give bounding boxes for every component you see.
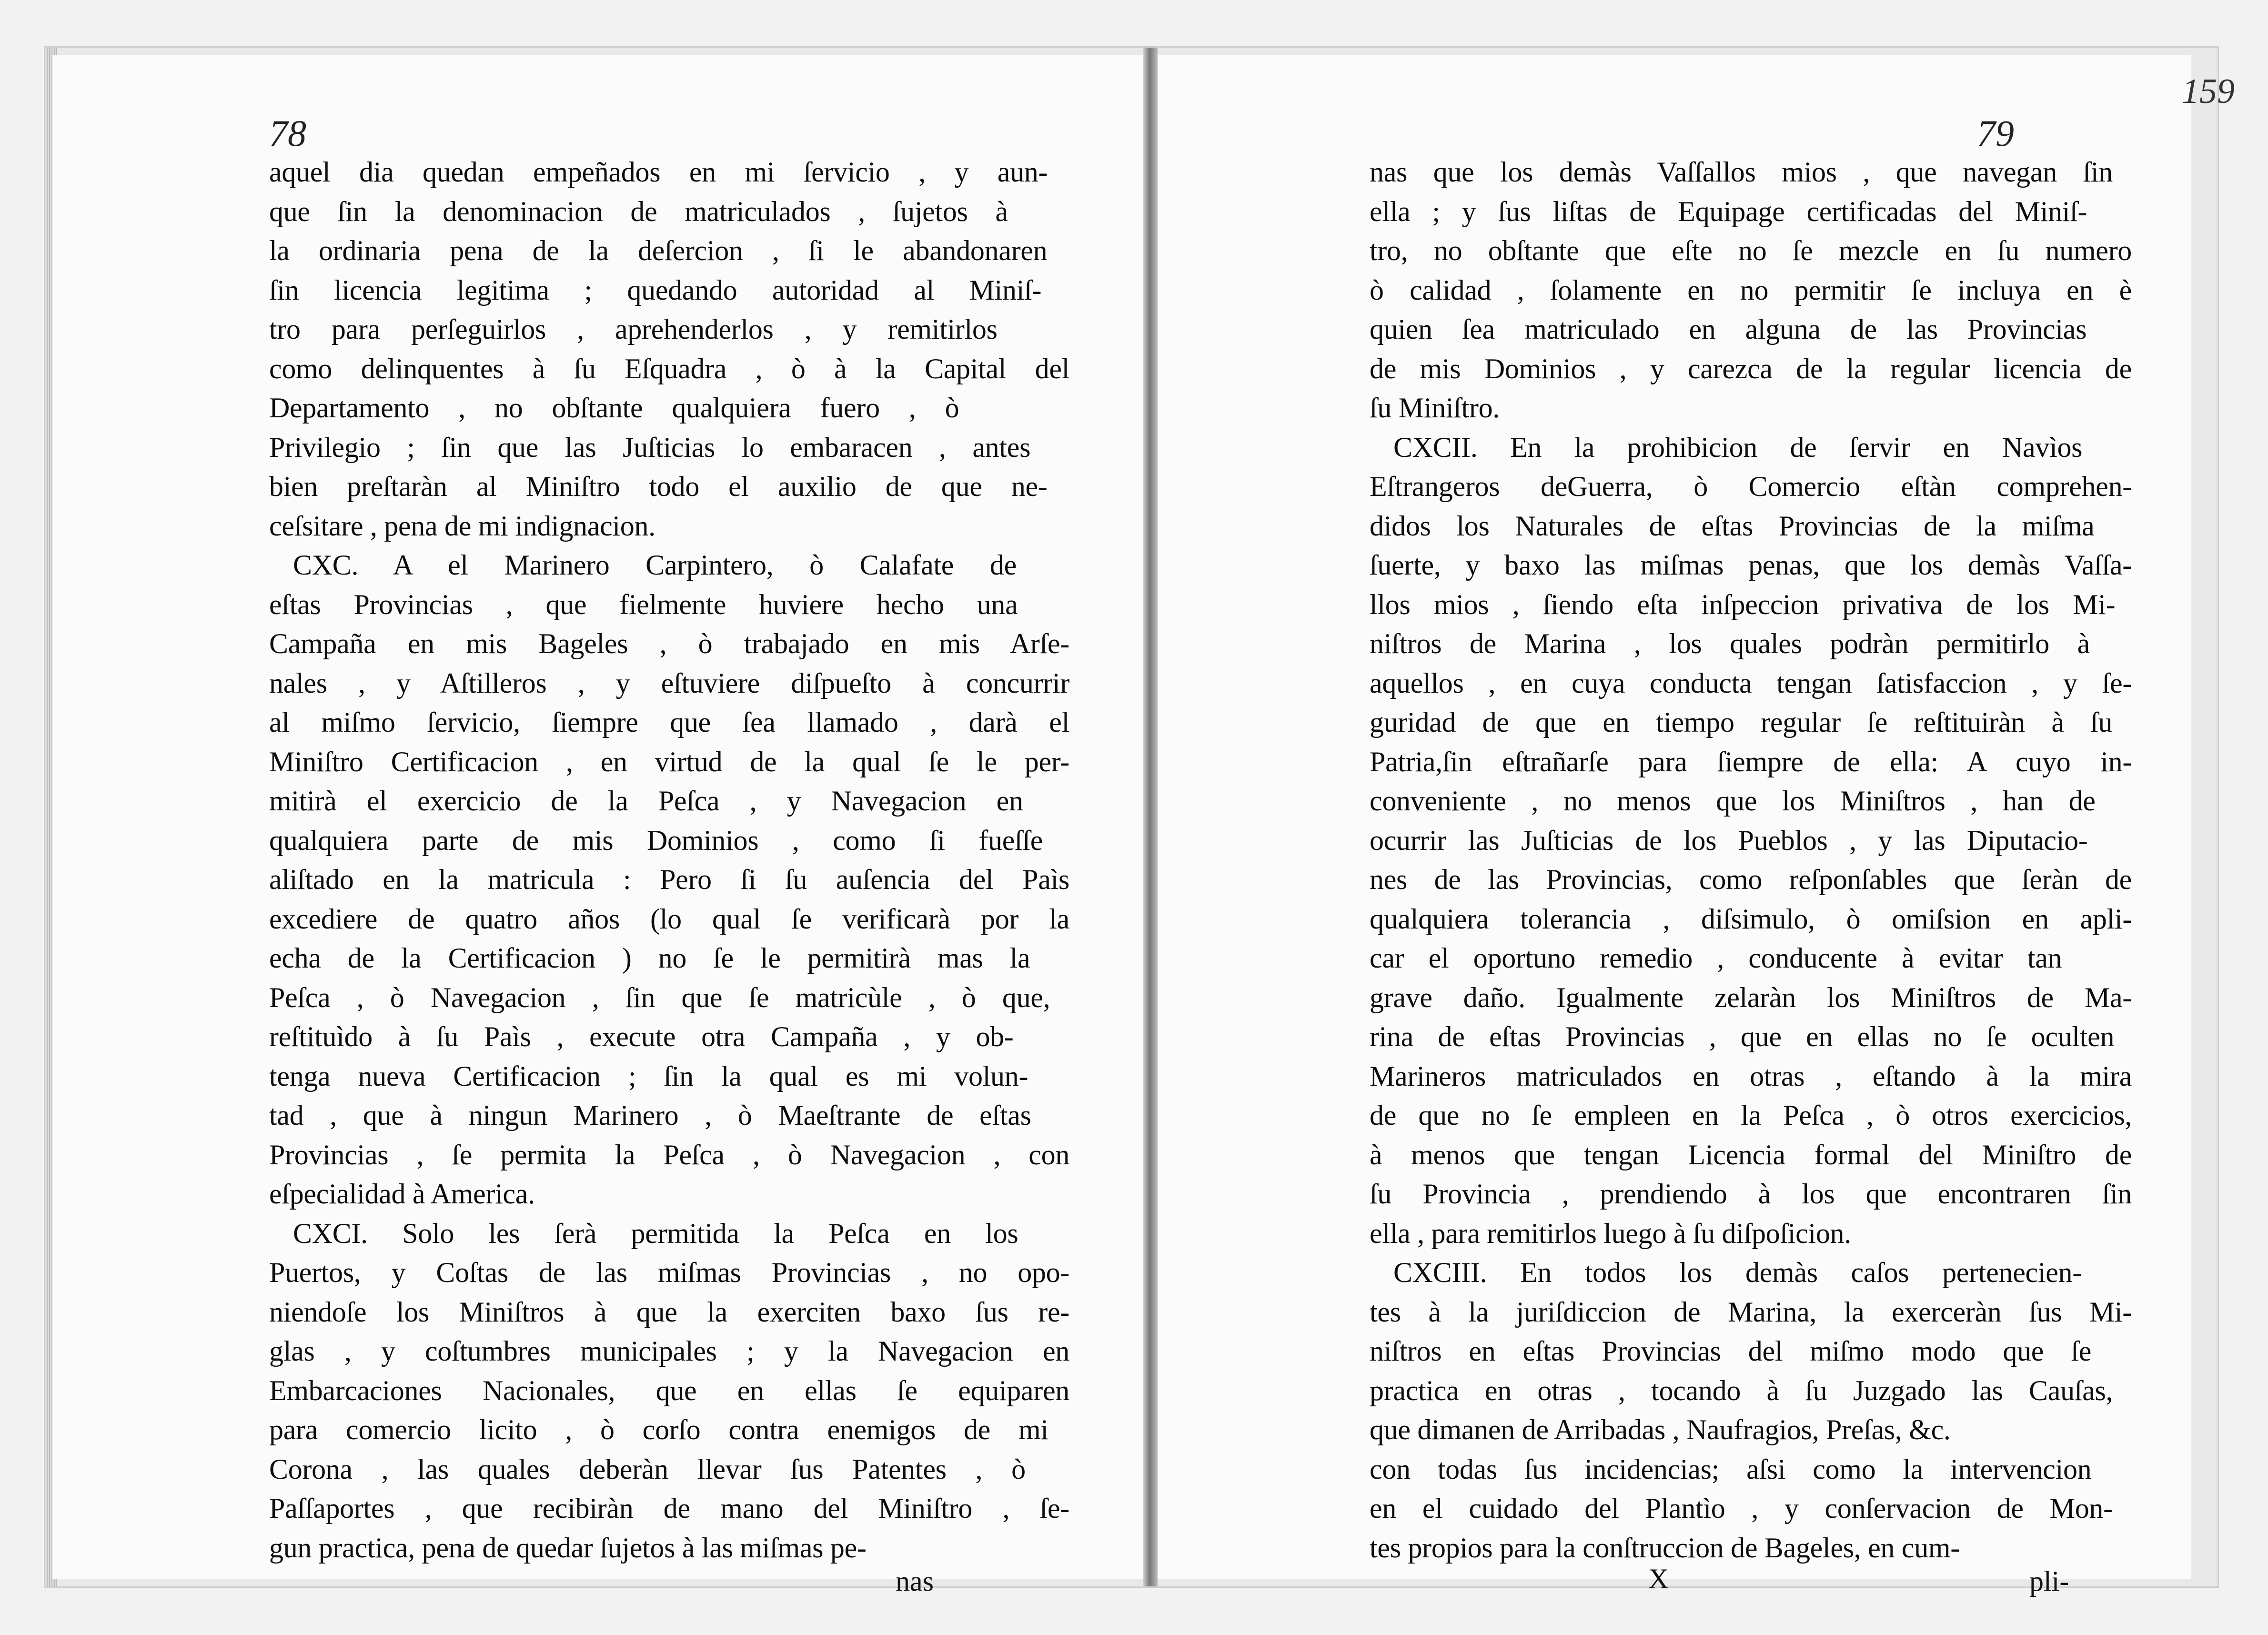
text-line: tro, no obſtante que eſte no ſe mezcle en ſu numero — [1370, 235, 2132, 266]
text-line: niſtros en eſtas Provincias del miſmo modo que ſe — [1370, 1335, 2092, 1367]
text-line: qualquiera tolerancia , diſsimulo, ò omiſsion en apli- — [1370, 903, 2132, 935]
left-page — [52, 55, 1148, 1597]
text-line: ella ; y ſus liſtas de Equipage certificadas del Miniſ- — [1370, 195, 2087, 227]
text-line: gun practica, pena de quedar ſujetos à las miſmas pe- — [269, 1532, 867, 1564]
text-line: niſtros de Marina , los quales podràn permitirlo à — [1370, 628, 2090, 659]
right-catchword: pli- — [2029, 1565, 2069, 1597]
right-page — [1158, 55, 2191, 1597]
text-line: bien preſtaràn al Miniſtro todo el auxilio de que ne- — [269, 471, 1048, 502]
text-line: à menos que tengan Licencia formal del Miniſtro de — [1370, 1139, 2132, 1171]
text-line: de mis Dominios , y carezca de la regular licencia de — [1370, 353, 2132, 384]
text-line: que dimanen de Arribadas , Naufragios, Preſas, &c. — [1370, 1414, 1951, 1445]
text-line: mitirà el exercicio de la Peſca , y Navegacion en — [269, 785, 1023, 817]
text-line: Provincias , ſe permita la Peſca , ò Navegacion , con — [269, 1139, 1070, 1171]
text-line: CXCII. En la prohibicion de ſervir en Navìos — [1393, 431, 2083, 463]
text-line: aquellos , en cuya conducta tengan ſatisfaccion , y ſe- — [1370, 667, 2132, 699]
text-line: con todas ſus incidencias; aſsi como la intervencion — [1370, 1453, 2092, 1485]
text-line: grave daño. Igualmente zelaràn los Miniſtros de Ma- — [1370, 981, 2132, 1013]
text-line: niendoſe los Miniſtros à que la exerciten baxo ſus re- — [269, 1296, 1069, 1328]
text-line: Corona , las quales deberàn llevar ſus Patentes , ò — [269, 1453, 1026, 1485]
folio-number: 159 — [2182, 72, 2235, 111]
right-page-number: 79 — [1977, 112, 2014, 154]
text-line: glas , y coſtumbres municipales ; y la Navegacion en — [269, 1335, 1069, 1367]
text-line: ceſsitare , pena de mi indignacion. — [269, 510, 655, 542]
left-catchword: nas — [896, 1565, 934, 1597]
text-line: Puertos, y Coſtas de las miſmas Provincias , no opo- — [269, 1257, 1070, 1288]
text-line: ocurrir las Juſticias de los Pueblos , y las Diputacio- — [1370, 824, 2088, 856]
text-line: Miniſtro Certificacion , en virtud de la qual ſe le per- — [269, 746, 1069, 777]
text-line: Patria,ſin eſtrañarſe para ſiempre de ella: A cuyo in- — [1370, 746, 2132, 777]
text-line: Privilegio ; ſin que las Juſticias lo embaracen , antes — [269, 431, 1031, 463]
text-line: Embarcaciones Nacionales, que en ellas ſe equiparen — [269, 1374, 1069, 1406]
text-line: CXCIII. En todos los demàs caſos pertenecien- — [1393, 1257, 2082, 1288]
text-line: Departamento , no obſtante qualquiera fuero , ò — [269, 392, 959, 424]
text-line: ſin licencia legitima ; quedando autoridad al Miniſ- — [269, 274, 1042, 306]
text-line: la ordinaria pena de la deſercion , ſi le abandonaren — [269, 235, 1048, 266]
text-line: ſu Miniſtro. — [1370, 392, 1500, 424]
text-line: como delinquentes à ſu Eſquadra , ò à la Capital del — [269, 353, 1070, 384]
text-line: ſuerte, y baxo las miſmas penas, que los demàs Vaſſa- — [1370, 549, 2132, 581]
text-line: car el oportuno remedio , conducente à evitar tan — [1370, 942, 2062, 974]
text-line: qualquiera parte de mis Dominios , como ſi fueſſe — [269, 824, 1043, 856]
text-line: que ſin la denominacion de matriculados , ſujetos à — [269, 195, 1008, 227]
text-line: reſtituìdo à ſu Paìs , execute otra Campaña , y ob- — [269, 1021, 1014, 1052]
text-line: Campaña en mis Bageles , ò trabajado en mis Arſe- — [269, 628, 1069, 659]
text-line: ſu Provincia , prendiendo à los que encontraren ſin — [1370, 1178, 2132, 1210]
text-line: echa de la Certificacion ) no ſe le permitirà mas la — [269, 942, 1030, 974]
text-line: aquel dia quedan empeñados en mi ſervicio , y aun- — [269, 156, 1048, 188]
text-line: ella , para remitirlos luego à ſu diſpoſicion. — [1370, 1217, 1851, 1249]
text-line: para comercio licito , ò corſo contra enemigos de mi — [269, 1414, 1048, 1445]
text-line: conveniente , no menos que los Miniſtros , han de — [1370, 785, 2096, 817]
text-line: llos mios , ſiendo eſta inſpeccion privativa de los Mi- — [1370, 588, 2116, 620]
text-line: nales , y Aſtilleros , y eſtuviere diſpueſto à concurrir — [269, 667, 1069, 699]
text-line: excediere de quatro años (lo qual ſe verificarà por la — [269, 903, 1069, 935]
text-line: tad , que à ningun Marinero , ò Maeſtrante de eſtas — [269, 1100, 1031, 1131]
text-line: Marineros matriculados en otras , eſtando à la mira — [1370, 1060, 2132, 1092]
text-line: Peſca , ò Navegacion , ſin que ſe matricùle , ò que, — [269, 981, 1050, 1013]
text-line: rina de eſtas Provincias , que en ellas no ſe oculten — [1370, 1021, 2115, 1052]
text-line: practica en otras , tocando à ſu Juzgado las Cauſas, — [1370, 1374, 2113, 1406]
text-line: al miſmo ſervicio, ſiempre que ſea llamado , darà el — [269, 706, 1069, 738]
text-line: nas que los demàs Vaſſallos mios , que navegan ſin — [1370, 156, 2113, 188]
text-line: guridad de que en tiempo regular ſe reſtituiràn à ſu — [1370, 706, 2113, 738]
text-line: eſpecialidad à America. — [269, 1178, 535, 1210]
right-page-text — [1370, 152, 2132, 1567]
text-line: eſtas Provincias , que fielmente huviere hecho una — [269, 588, 1018, 620]
text-line: CXC. A el Marinero Carpintero, ò Calafate de — [293, 549, 1017, 581]
text-line: aliſtado en la matricula : Pero ſi ſu auſencia del Paìs — [269, 864, 1069, 895]
text-line: nes de las Provincias, como reſponſables que ſeràn de — [1370, 864, 2132, 895]
text-line: ò calidad , ſolamente en no permitir ſe incluya en è — [1370, 274, 2132, 306]
left-page-number: 78 — [269, 112, 306, 154]
text-line: tes propios para la conſtruccion de Bageles, en cum- — [1370, 1532, 1960, 1564]
left-page-text — [269, 152, 1069, 1567]
text-line: CXCI. Solo les ſerà permitida la Peſca en los — [293, 1217, 1018, 1249]
book-gutter — [1143, 48, 1158, 1586]
text-line: tro para perſeguirlos , aprehenderlos , y remitirlos — [269, 313, 998, 345]
text-line: tes à la juriſdiccion de Marina, la exerceràn ſus Mi- — [1370, 1296, 2132, 1328]
text-line: Eſtrangeros deGuerra, ò Comercio eſtàn comprehen- — [1370, 471, 2132, 502]
text-line: quien ſea matriculado en alguna de las Provincias — [1370, 313, 2087, 345]
text-line: tenga nueva Certificacion ; ſin la qual es mi volun- — [269, 1060, 1028, 1092]
text-line: de que no ſe empleen en la Peſca , ò otros exercicios, — [1370, 1100, 2132, 1131]
right-signature-mark: X — [1648, 1563, 1669, 1595]
text-line: en el cuidado del Plantìo , y conſervacion de Mon- — [1370, 1493, 2113, 1524]
text-line: Paſſaportes , que recibiràn de mano del Miniſtro , ſe- — [269, 1493, 1069, 1524]
text-line: didos los Naturales de eſtas Provincias de la miſma — [1370, 510, 2095, 542]
